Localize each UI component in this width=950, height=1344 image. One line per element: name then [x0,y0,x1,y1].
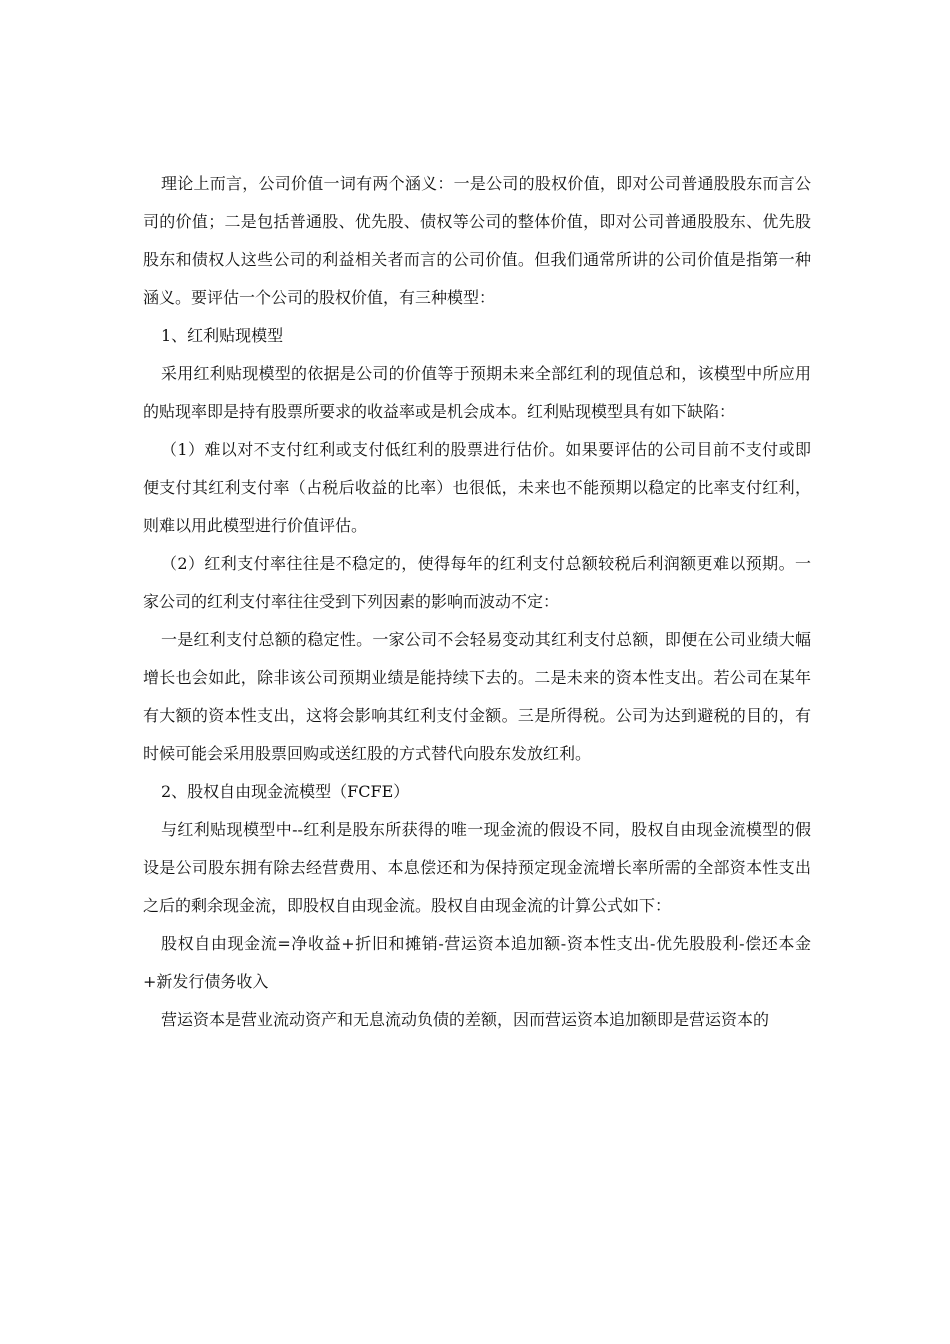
paragraph-payout-factors: 一是红利支付总额的稳定性。一家公司不会轻易变动其红利支付总额，即便在公司业绩大幅增长也会如此，除非该公司预期业绩是能持续下去的。二是未来的资本性支出。若公司在某年有大额的资本性支出，这将会影响其红利支付金额。三是所得税。公司为达到避税的目的，有时候可能会采用股票回购或送红股的方式替代向股东发放红利。 [143,630,811,763]
paragraph-working-capital: 营运资本是营业流动资产和无息流动负债的差额，因而营运资本追加额即是营运资本的 [161,1010,770,1029]
heading-dividend-discount-model: 1、红利贴现模型 [161,326,284,345]
paragraph-fcfe-assumption: 与红利贴现模型中--红利是股东所获得的唯一现金流的假设不同，股权自由现金流模型的假设是公司股东拥有除去经营费用、本息偿还和为保持预定现金流增长率所需的全部资本性支出之后的剩余现金流，即股权自由现金流。股权自由现金流的计算公式如下： [143,820,811,915]
heading-fcfe-model: 2、股权自由现金流模型（FCFE） [161,782,410,801]
paragraph-defect-1: （1）难以对不支付红利或支付低红利的股票进行估价。如果要评估的公司目前不支付或即便支付其红利支付率（占税后收益的比率）也很低，未来也不能预期以稳定的比率支付红利，则难以用此模型进行价值评估。 [143,440,811,535]
paragraph-intro: 理论上而言，公司价值一词有两个涵义：一是公司的股权价值，即对公司普通股股东而言公司的价值；二是包括普通股、优先股、债权等公司的整体价值，即对公司普通股股东、优先股股东和债权人这些公司的利益相关者而言的公司价值。但我们通常所讲的公司价值是指第一种涵义。要评估一个公司的股权价值，有三种模型： [143,174,811,307]
document-body [143,165,811,1039]
paragraph-dividend-model-basis: 采用红利贴现模型的依据是公司的价值等于预期未来全部红利的现值总和，该模型中所应用的贴现率即是持有股票所要求的收益率或是机会成本。红利贴现模型具有如下缺陷： [143,364,811,421]
paragraph-fcfe-formula: 股权自由现金流=净收益+折旧和摊销-营运资本追加额-资本性支出-优先股股利-偿还本金+新发行债务收入 [143,934,811,991]
paragraph-defect-2: （2）红利支付率往往是不稳定的，使得每年的红利支付总额较税后利润额更难以预期。一家公司的红利支付率往往受到下列因素的影响而波动不定： [143,554,811,611]
